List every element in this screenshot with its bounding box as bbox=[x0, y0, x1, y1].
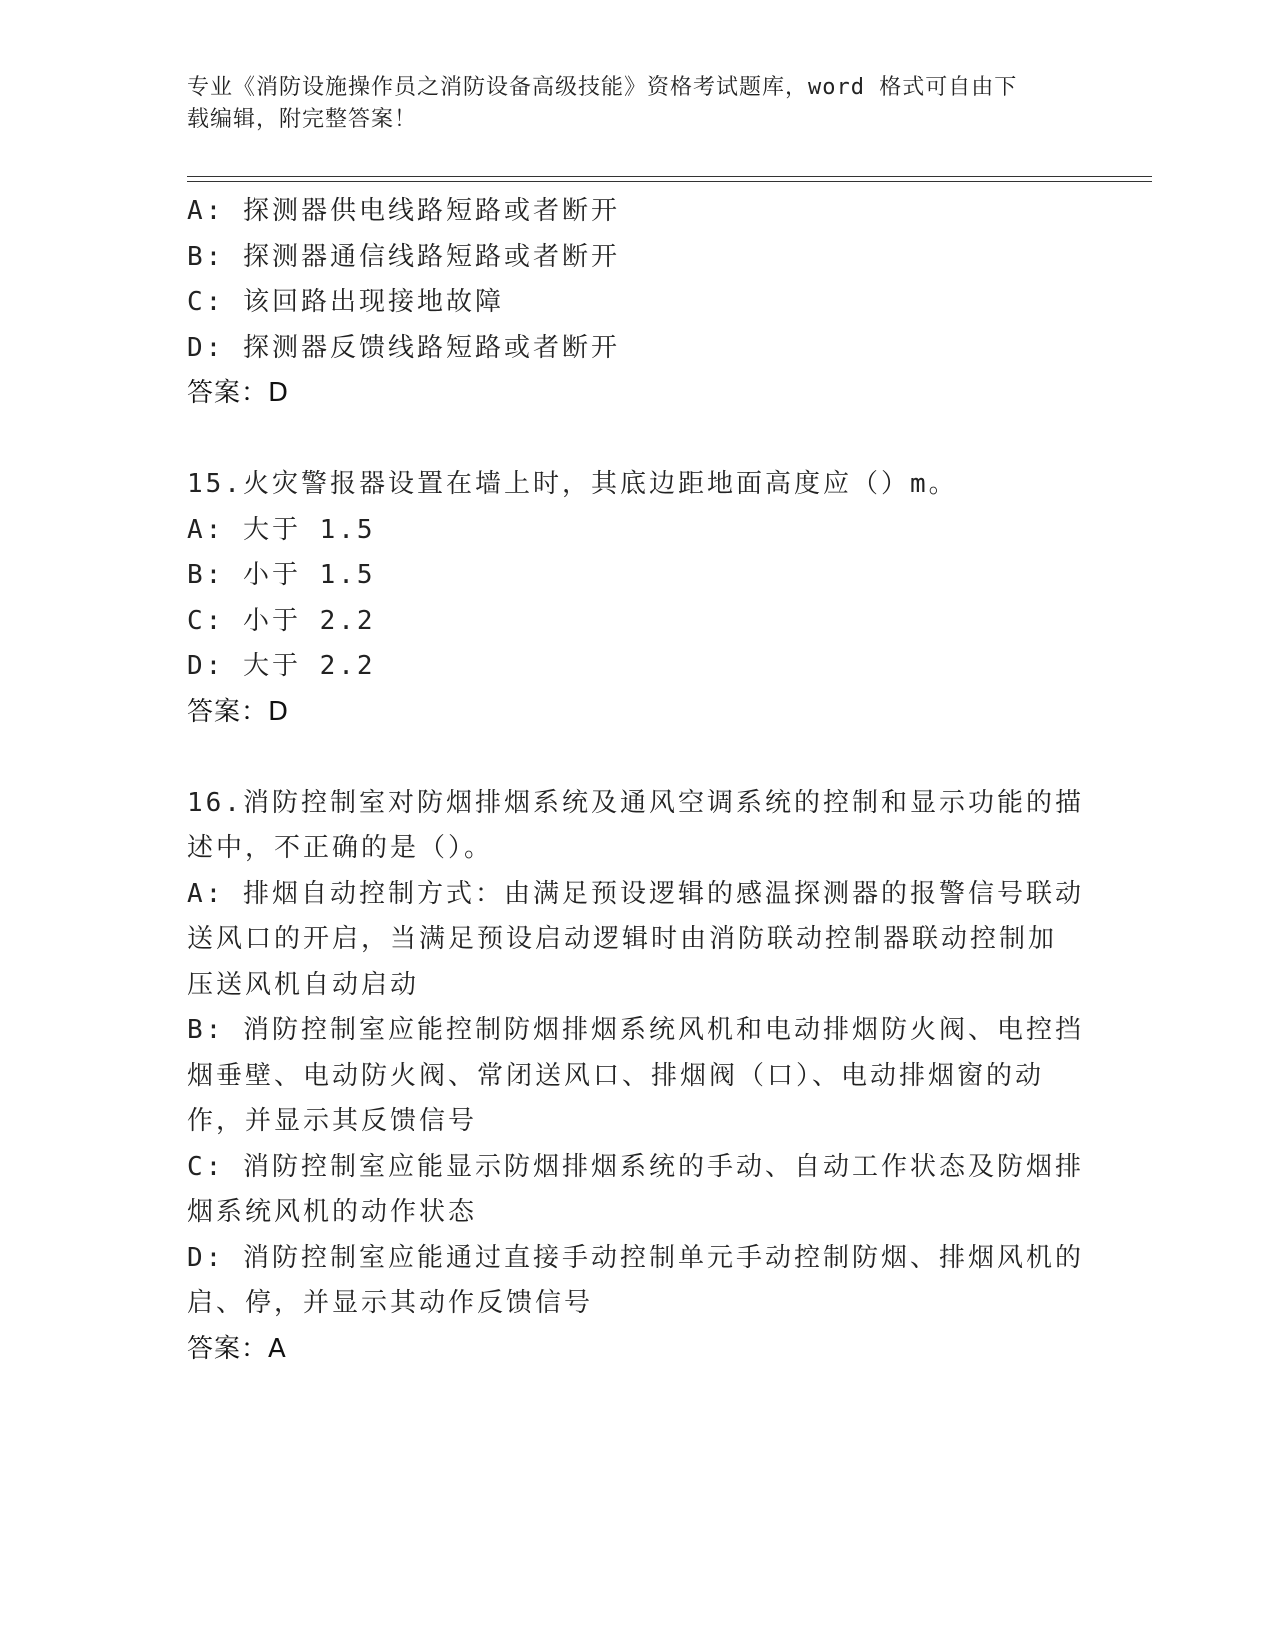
q16-option-a-line-1: A: 排烟自动控制方式：由满足预设逻辑的感温探测器的报警信号联动 bbox=[187, 878, 1084, 909]
document-header bbox=[187, 72, 1067, 136]
q15-option-b: B: 小于 1.5 bbox=[187, 560, 376, 590]
q16-option-b-line-2: 烟垂壁、电动防火阀、常闭送风口、排烟阀（口）、电动排烟窗的动 bbox=[187, 1060, 1045, 1091]
question-15-block bbox=[187, 462, 1067, 735]
q16-option-b-line-1: B: 消防控制室应能控制防烟排烟系统风机和电动排烟防火阀、电控挡 bbox=[187, 1015, 1084, 1045]
q14-option-b: B: 探测器通信线路短路或者断开 bbox=[187, 241, 620, 272]
q15-option-a: A: 大于 1.5 bbox=[187, 514, 376, 545]
spacer bbox=[187, 735, 1067, 781]
header-divider-top bbox=[187, 176, 1152, 177]
header-line-2: 载编辑，附完整答案！ bbox=[187, 107, 418, 132]
q16-question-line-1: 16.消防控制室对防烟排烟系统及通风空调系统的控制和显示功能的描 bbox=[187, 787, 1084, 818]
q14-option-d: D: 探测器反馈线路短路或者断开 bbox=[187, 332, 620, 363]
q16-option-d-line-2: 启、停，并显示其动作反馈信号 bbox=[187, 1288, 594, 1318]
question-content bbox=[187, 189, 1084, 1372]
header-divider-bottom bbox=[187, 181, 1152, 182]
q16-option-c-line-1: C: 消防控制室应能显示防烟排烟系统的手动、自动工作状态及防烟排 bbox=[187, 1151, 1084, 1182]
q16-option-b-line-3: 作，并显示其反馈信号 bbox=[187, 1106, 478, 1136]
q14-option-a: A: 探测器供电线路短路或者断开 bbox=[187, 196, 620, 226]
header-line-1: 专业《消防设施操作员之消防设备高级技能》资格考试题库，word 格式可自由下 bbox=[187, 75, 1018, 100]
q16-option-a-line-2: 送风口的开启，当满足预设启动逻辑时由消防联动控制器联动控制加 bbox=[187, 924, 1058, 954]
q16-option-d-line-1: D: 消防控制室应能通过直接手动控制单元手动控制防烟、排烟风机的 bbox=[187, 1242, 1084, 1273]
spacer bbox=[187, 417, 1067, 463]
q14-answer: 答案：D bbox=[187, 378, 290, 408]
question-16-block bbox=[187, 781, 1084, 1373]
q16-answer: 答案：A bbox=[187, 1333, 287, 1364]
q14-option-c: C: 该回路出现接地故障 bbox=[187, 287, 504, 317]
q16-option-a-line-3: 压送风机自动启动 bbox=[187, 969, 420, 1000]
q15-question: 15.火灾警报器设置在墙上时，其底边距地面高度应（）m。 bbox=[187, 469, 958, 499]
q15-option-c: C: 小于 2.2 bbox=[187, 605, 376, 636]
q16-option-c-line-2: 烟系统风机的动作状态 bbox=[187, 1197, 478, 1227]
question-14-block bbox=[187, 189, 1067, 417]
q15-answer: 答案：D bbox=[187, 696, 290, 727]
q15-option-d: D: 大于 2.2 bbox=[187, 651, 376, 681]
q16-question-line-2: 述中，不正确的是（）。 bbox=[187, 833, 494, 863]
